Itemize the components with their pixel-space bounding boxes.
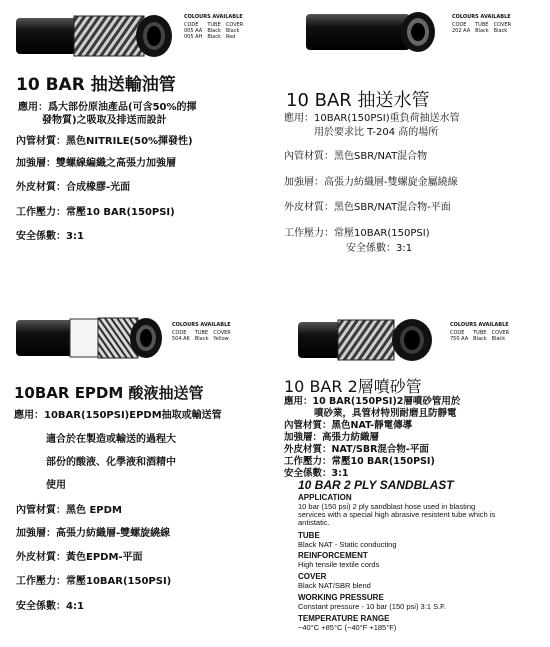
tube-material: 內管材質：黑色SBR/NAT混合物 <box>284 151 428 162</box>
colors-header: COVER <box>493 22 512 28</box>
application-line: 適合於在製造或輸送的過程大 <box>46 434 176 445</box>
tube-material: 內管材質：黑色 EPDM <box>16 505 122 516</box>
colors-title: COLOURS AVAILABLE <box>172 322 231 328</box>
colors-available <box>184 14 248 40</box>
water-hose-image <box>302 6 442 58</box>
product-title: 10 BAR 抽送輸油管 <box>16 75 176 95</box>
english-temperature-heading: TEMPERATURE RANGE <box>298 614 390 623</box>
reinforcement: 加強層：雙螺線編織之高張力加強層 <box>16 158 176 169</box>
english-cover-text: Black NAT/SBR blend <box>298 581 371 590</box>
colors-cell: Yellow <box>213 336 229 342</box>
product-panel-epdm-hose <box>0 308 268 647</box>
safety-factor: 安全係數：4:1 <box>16 601 84 612</box>
colors-cell: Black <box>225 28 240 34</box>
colors-table <box>172 330 236 342</box>
application-line: 應用：爲大部份原油產品(可含50%的揮 <box>18 102 197 113</box>
colors-cell: 202 AA <box>452 28 471 34</box>
colors-header: COVER <box>213 330 231 336</box>
colors-header: TUBE <box>475 22 489 28</box>
working-pressure: 工作壓力：常壓10 BAR(150PSI) <box>284 456 435 467</box>
english-tube-text: Black NAT - Static conducting <box>298 540 397 549</box>
safety-factor: 安全係數：3:1 <box>16 231 84 242</box>
colors-title: COLOURS AVAILABLE <box>452 14 511 20</box>
colors-header: TUBE <box>473 330 487 336</box>
sandblast-hose-image <box>294 314 444 366</box>
colors-available <box>452 14 516 34</box>
product-panel-oil-hose <box>0 0 268 300</box>
colors-header: TUBE <box>207 22 221 28</box>
product-panel-sandblast-hose <box>272 308 550 647</box>
colors-header: CODE <box>450 330 465 336</box>
english-reinforcement-text: High tensile textile cords <box>298 560 380 569</box>
english-application-line: antistatic. <box>298 518 330 527</box>
colors-available <box>172 322 236 342</box>
cover-material: 外皮材質：NAT/SBR混合物-平面 <box>284 444 429 455</box>
tube-material: 內管材質：黑色NAT-靜電傳導 <box>284 420 413 431</box>
application-line: 噴砂業，具管材特別耐磨且防靜電 <box>314 408 457 419</box>
colors-header: CODE <box>172 330 187 336</box>
application-line: 用於要求比 T-204 高的場所 <box>314 127 439 138</box>
english-cover-heading: COVER <box>298 572 327 581</box>
colors-cell: Black <box>473 336 487 342</box>
colors-cell: Red <box>225 34 236 40</box>
cover-material: 外皮材質：黃色EPDM-平面 <box>16 552 143 563</box>
safety-factor: 安全係數：3:1 <box>284 468 349 479</box>
colors-cell: Black <box>194 336 209 342</box>
colors-cell: Black <box>207 28 221 34</box>
english-temperature-text: −40°C +85°C (−40°F +185°F) <box>298 623 397 632</box>
colors-title: COLOURS AVAILABLE <box>184 14 243 20</box>
english-tube-heading: TUBE <box>298 531 320 540</box>
english-pressure-heading: WORKING PRESSURE <box>298 593 384 602</box>
application-line: 應用：10BAR(150PSI)EPDM抽取或輸送管 <box>14 410 222 421</box>
colors-cell: Black <box>491 336 506 342</box>
product-title: 10 BAR 抽送水管 <box>286 90 430 111</box>
colors-table <box>450 330 514 342</box>
colors-cell: Black <box>207 34 221 40</box>
safety-factor: 安全係數：3:1 <box>346 243 413 254</box>
colors-cell: Black <box>475 28 489 34</box>
colors-header: CODE <box>452 22 467 28</box>
epdm-hose-image <box>14 312 164 364</box>
application-line: 使用 <box>46 480 66 491</box>
working-pressure: 工作壓力：常壓10BAR(150PSI) <box>16 576 172 587</box>
colors-cell: 005 AA <box>184 28 203 34</box>
oil-hose-image <box>14 10 174 62</box>
cover-material: 外皮材質：黑色SBR/NAT混合物-平面 <box>284 202 451 213</box>
colors-table <box>452 22 516 34</box>
english-title: 10 BAR 2 PLY SANDBLAST <box>298 478 454 492</box>
tube-material: 內管材質：黑色NITRILE(50%揮發性) <box>16 136 193 147</box>
colors-table <box>184 22 248 40</box>
product-panel-water-hose <box>272 0 550 300</box>
colors-cell: Black <box>493 28 508 34</box>
colors-header: CODE <box>184 22 199 28</box>
colors-header: TUBE <box>194 330 209 336</box>
colors-title: COLOURS AVAILABLE <box>450 322 509 328</box>
english-pressure-text: Constant pressure - 10 bar (150 psi) 3:1 S.F. <box>298 602 446 611</box>
english-application-line: services with a special high abrasive resistent tube which is <box>298 510 496 519</box>
english-reinforcement-heading: REINFORCEMENT <box>298 551 368 560</box>
colors-header: COVER <box>225 22 244 28</box>
reinforcement: 加強層：高張力紡織層 <box>284 432 380 443</box>
application-line: 應用：10 BAR(150PSI)2層噴砂管用於 <box>284 396 461 407</box>
english-application-heading: APPLICATION <box>298 493 352 502</box>
reinforcement: 加強層：高張力紡織層-雙螺旋繞線 <box>16 528 171 539</box>
product-title: 10 BAR 2層噴砂管 <box>284 377 422 396</box>
colors-cell: 005 AH <box>184 34 203 40</box>
working-pressure: 工作壓力：常壓10 BAR(150PSI) <box>16 207 175 218</box>
colors-cell: 504 AK <box>172 336 190 342</box>
working-pressure: 工作壓力：常壓10BAR(150PSI) <box>284 228 430 239</box>
colors-available <box>450 322 514 342</box>
english-application-line: 10 bar (150 psi) 2 ply sandblast hose used in blasting <box>298 502 476 511</box>
cover-material: 外皮材質：合成橡膠-光面 <box>16 182 131 193</box>
colors-cell: 750 AA <box>450 336 469 342</box>
colors-header: COVER <box>491 330 510 336</box>
application-line: 發物質)之吸取及排送而設計 <box>42 115 167 126</box>
reinforcement: 加強層：高張力紡織層-雙螺旋金屬繞線 <box>284 177 458 188</box>
product-title: 10BAR EPDM 酸液抽送管 <box>14 384 204 402</box>
application-line: 部份的酸液、化學液和酒精中 <box>46 457 176 468</box>
application-line: 應用：10BAR(150PSI)重負荷抽送水管 <box>284 113 460 124</box>
